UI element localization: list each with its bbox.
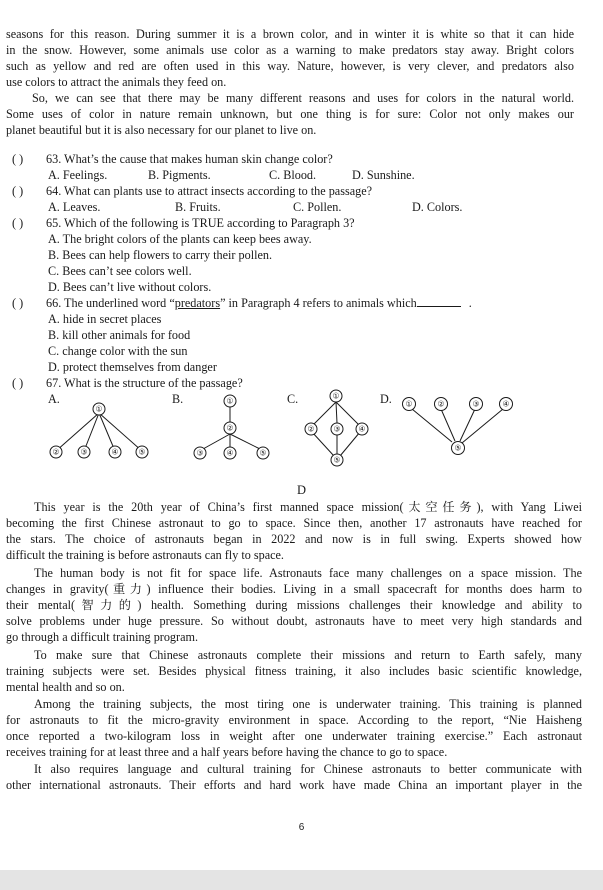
node-3 — [470, 398, 483, 411]
diagram-b — [194, 395, 269, 459]
question-stem: 65. Which of the following is TRUE according to Paragraph 3? — [46, 216, 355, 230]
option: C. Pollen. — [293, 200, 342, 214]
answer-paren[interactable]: ( ) — [12, 184, 24, 198]
question-stem: 64. What can plants use to attract insects according to the passage? — [46, 184, 373, 198]
node-1 — [93, 403, 105, 415]
passage-d-line: The human body is not fit for space life. Astronauts face many challenges on a space mission. The — [34, 566, 582, 580]
svg-text:⑤: ⑤ — [138, 447, 146, 457]
page-number: 6 — [298, 822, 305, 833]
node-2 — [435, 398, 448, 411]
node-4 — [224, 447, 236, 459]
node-2 — [224, 422, 236, 434]
svg-text:④: ④ — [358, 424, 366, 434]
diagram-label-a: A. — [48, 392, 60, 406]
svg-text:①: ① — [332, 391, 340, 401]
edge — [460, 409, 475, 441]
svg-text:②: ② — [52, 447, 60, 457]
passage-d-line: difficult the training is before astronauts can fly to space. — [6, 548, 284, 562]
edge — [441, 409, 455, 441]
passage-c-line: such as yellow and red are often used in this way. Nature, however, is very clever, and predators also — [6, 59, 574, 73]
svg-text:③: ③ — [80, 447, 88, 457]
svg-text:①: ① — [95, 404, 103, 414]
node-2 — [50, 446, 62, 458]
option: D. protect themselves from danger — [48, 360, 217, 374]
passage-d-line: Among the training subjects, the most tiring one is underwater training. This training is planned — [34, 697, 582, 711]
answer-paren[interactable]: ( ) — [12, 152, 24, 166]
node-1 — [224, 395, 236, 407]
option: A. hide in secret places — [48, 312, 162, 326]
passage-d-line: the stars. The choice of astronauts began in 2022 and now is in full swing. Experts showed how — [6, 532, 582, 546]
option: D. Sunshine. — [352, 168, 415, 182]
option: C. change color with the sun — [48, 344, 188, 358]
diagram-label-b: B. — [172, 392, 184, 406]
passage-d-line: solve problems under huge pressure. So without doubt, astronauts have to meet very high standards and — [6, 614, 582, 628]
svg-text:①: ① — [226, 396, 234, 406]
diagram-c — [305, 390, 368, 466]
option: D. Bees can’t live without colors. — [48, 280, 212, 294]
option: B. Fruits. — [175, 200, 221, 214]
diagram-d — [403, 398, 513, 455]
stem-text: 66. The underlined word “ — [46, 296, 175, 310]
question-stem: 67. What is the structure of the passage? — [46, 376, 243, 390]
svg-text:③: ③ — [333, 424, 341, 434]
node-3 — [78, 446, 90, 458]
passage-d-line: becoming the first Chinese astronaut to go to space. Since then, another 17 astronauts have reached for — [6, 516, 582, 530]
svg-text:④: ④ — [111, 447, 119, 457]
option: A. Leaves. — [48, 200, 101, 214]
node-4 — [356, 423, 368, 435]
svg-text:②: ② — [307, 424, 315, 434]
passage-c-line: seasons for this reason. During summer it is a brown color, and in winter it is white so that it can hide — [6, 27, 574, 41]
passage-c-line: in the snow. However, some animals use color as a warning to make predators stay away. Bright colors — [6, 43, 574, 57]
node-5 — [257, 447, 269, 459]
edge — [336, 402, 360, 426]
svg-text:①: ① — [405, 399, 413, 409]
edge — [203, 434, 230, 449]
diagram-label-c: C. — [287, 392, 299, 406]
stem-text: ” in Paragraph 4 refers to animals which — [220, 296, 417, 310]
edge — [312, 402, 336, 426]
passage-d-line: receives training for at least three and a half years before having the chance to go to space. — [6, 745, 448, 759]
option: C. Bees can’t see colors well. — [48, 264, 192, 278]
bottom-bar — [0, 870, 603, 890]
passage-d-line: mental health and so on. — [6, 680, 125, 694]
edge — [340, 432, 360, 456]
option: B. Pigments. — [148, 168, 211, 182]
svg-text:②: ② — [226, 423, 234, 433]
node-4 — [500, 398, 513, 411]
option: D. Colors. — [412, 200, 463, 214]
edge — [99, 413, 142, 451]
passage-c-line: use colors to attract the animals they feed on. — [6, 75, 227, 89]
passage-d-line: It also requires language and cultural training for Chinese astronauts to better communicate with — [34, 762, 582, 776]
svg-text:②: ② — [437, 399, 445, 409]
edge — [84, 413, 99, 451]
node-5 — [331, 454, 343, 466]
node-1 — [403, 398, 416, 411]
passage-d-line: go through a difficult training program. — [6, 630, 199, 644]
answer-paren[interactable]: ( ) — [12, 216, 24, 230]
svg-text:⑤: ⑤ — [333, 455, 341, 465]
svg-text:③: ③ — [472, 399, 480, 409]
answer-paren[interactable]: ( ) — [12, 376, 24, 390]
passage-c-line: So, we can see that there may be many different reasons and uses for colors in the natural world. — [32, 91, 574, 105]
diagram-label-d: D. — [380, 392, 392, 406]
node-1 — [330, 390, 342, 402]
edge — [412, 409, 452, 442]
passage-c-line: Some uses of color in nature remain unknown, but one thing is for sure: Color not only makes our — [6, 107, 574, 121]
option: A. Feelings. — [48, 168, 108, 182]
edge — [56, 413, 99, 451]
svg-text:③: ③ — [196, 448, 204, 458]
passage-d-line: changes in gravity(重力) influence their bodies. Living in a small spacecraft for months does harm to — [6, 582, 582, 596]
option: B. Bees can help flowers to carry their pollen. — [48, 248, 273, 262]
question-stem: 63. What’s the cause that makes human skin change color? — [46, 152, 333, 166]
passage-c-line: planet beautiful but it is also necessary for our planet to live on. — [6, 123, 317, 137]
node-4 — [109, 446, 121, 458]
edge — [99, 413, 115, 451]
option: B. kill other animals for food — [48, 328, 191, 342]
passage-d-line: This year is the 20th year of China’s first manned space mission(太空任务), with Yang Liwei — [34, 500, 582, 514]
node-2 — [305, 423, 317, 435]
passage-d-line: their mental(智力的) health. Something during missions challenges their knowledge and ability to — [6, 598, 582, 612]
node-5 — [452, 442, 465, 455]
option: A. The bright colors of the plants can keep bees away. — [48, 232, 312, 246]
passage-d-line: To make sure that Chinese astronauts complete their missions and return to Earth safely, many — [34, 648, 582, 662]
node-5 — [136, 446, 148, 458]
answer-paren[interactable]: ( ) — [12, 296, 24, 310]
edge — [462, 409, 503, 443]
passage-d-line: once reported a two-kilogram loss in weight after one underwater training exercise.” Each astronaut — [6, 729, 582, 743]
diagram-a — [50, 403, 148, 458]
stem-text: . — [468, 296, 472, 310]
edge — [230, 434, 260, 449]
svg-text:④: ④ — [502, 399, 510, 409]
passage-d-line: training subjects were set. Besides physical fitness training, it also includes basic scientific knowledge, — [6, 664, 582, 678]
node-3 — [194, 447, 206, 459]
edge — [312, 432, 334, 456]
edge — [336, 402, 337, 423]
section-heading: D — [296, 483, 307, 497]
svg-text:④: ④ — [226, 448, 234, 458]
option: C. Blood. — [269, 168, 317, 182]
svg-text:⑤: ⑤ — [454, 443, 462, 453]
node-3 — [331, 423, 343, 435]
svg-text:⑤: ⑤ — [259, 448, 267, 458]
underlined-word: predators — [174, 296, 221, 310]
passage-d-line: other international astronauts. Their efforts and hard work have made China an important player in the — [6, 778, 582, 792]
passage-d-line: for astronauts to fit the micro-gravity environment in space. According to the report, “Nie Haisheng — [6, 713, 582, 727]
